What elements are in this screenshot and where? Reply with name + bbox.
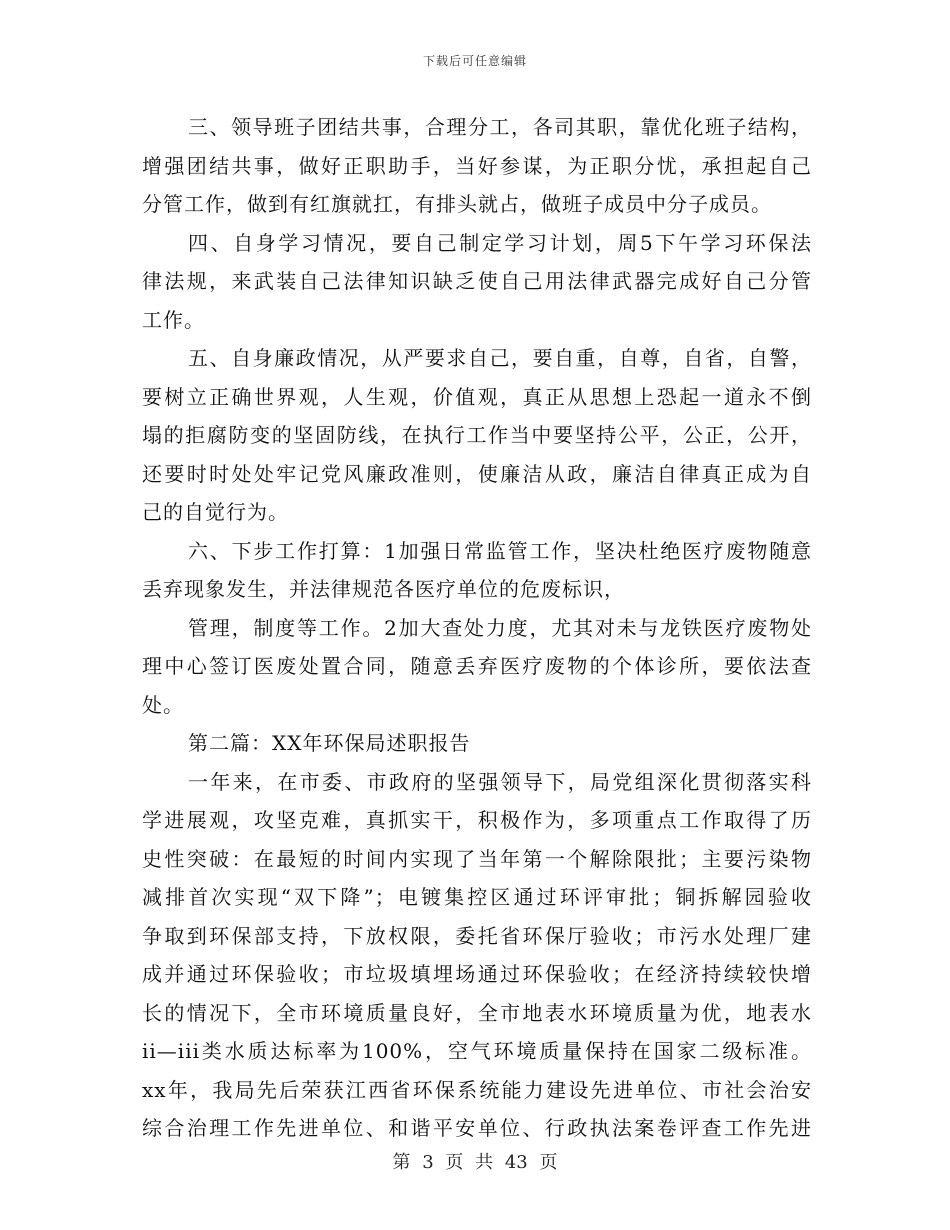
text-line: 综合治理工作先进单位、和谐平安单位、行政执法案卷评查工作先进 xyxy=(142,1116,812,1140)
text-line: 争取到环保部支持，下放权限，委托省环保厅验收；市污水处理厂建 xyxy=(142,923,812,948)
text-line: ii—iii类水质达标率为100%，空气环境质量保持在国家二级标准。 xyxy=(142,1039,812,1063)
text-line: 处。 xyxy=(142,692,184,717)
text-line: 律法规，来武装自己法律知识缺乏使自己用法律武器完成好自己分管 xyxy=(142,269,812,293)
text-line: 学进展观，攻坚克难，真抓实干，积极作为，多项重点工作取得了历 xyxy=(142,808,812,832)
text-line: 三、领导班子团结共事，合理分工，各司其职，靠优化班子结构， xyxy=(188,115,812,139)
text-line: 史性突破：在最短的时间内实现了当年第一个解除限批；主要污染物 xyxy=(142,846,812,871)
text-line: 工作。 xyxy=(142,307,205,332)
text-line: 理中心签订医废处置合同，随意丢弃医疗废物的个体诊所，要依法查 xyxy=(142,654,812,678)
text-line: 一年来，在市委、市政府的坚强领导下，局党组深化贯彻落实科 xyxy=(188,769,812,794)
text-line: 丢弃现象发生，并法律规范各医疗单位的危废标识， xyxy=(142,577,625,601)
text-line: 六、下步工作打算：1加强日常监管工作，坚决杜绝医疗废物随意 xyxy=(188,538,812,563)
text-line: 减排首次实现“双下降”；电镀集控区通过环评审批；铜拆解园验收 xyxy=(142,885,812,909)
document-body xyxy=(142,108,812,1148)
text-line: 成并通过环保验收；市垃圾填埋场通过环保验收；在经济持续较快增 xyxy=(142,962,812,986)
text-line: 管理，制度等工作。2加大查处力度，尤其对未与龙铁医疗废物处 xyxy=(188,615,812,640)
text-line: 增强团结共事，做好正职助手，当好参谋，为正职分忧，承担起自己 xyxy=(142,153,812,178)
text-line: 还要时时处处牢记党风廉政准则，使廉洁从政，廉洁自律真正成为自 xyxy=(142,461,812,486)
text-line: 第二篇：XX年环保局述职报告 xyxy=(188,731,471,755)
text-line: xx年，我局先后荣获江西省环保系统能力建设先进单位、市社会治安 xyxy=(142,1077,812,1102)
page-footer: 第 3 页 共 43 页 xyxy=(392,1152,558,1173)
text-line: 四、自身学习情况，要自己制定学习计划，周5下午学习环保法 xyxy=(188,230,812,255)
text-line: 五、自身廉政情况，从严要求自己，要自重，自尊，自省，自警， xyxy=(188,346,812,370)
text-line: 塌的拒腐防变的坚固防线，在执行工作当中要坚持公平，公正，公开， xyxy=(142,423,812,447)
text-line: 己的自觉行为。 xyxy=(142,500,289,524)
text-line: 分管工作，做到有红旗就扛，有排头就占，做班子成员中分子成员。 xyxy=(142,192,772,216)
text-line: 长的情况下，全市环境质量良好，全市地表水环境质量为优，地表水 xyxy=(142,1000,812,1025)
page-header: 下载后可任意编辑 xyxy=(422,54,527,68)
text-line: 要树立正确世界观，人生观，价值观，真正从思想上恐起一道永不倒 xyxy=(142,384,812,409)
